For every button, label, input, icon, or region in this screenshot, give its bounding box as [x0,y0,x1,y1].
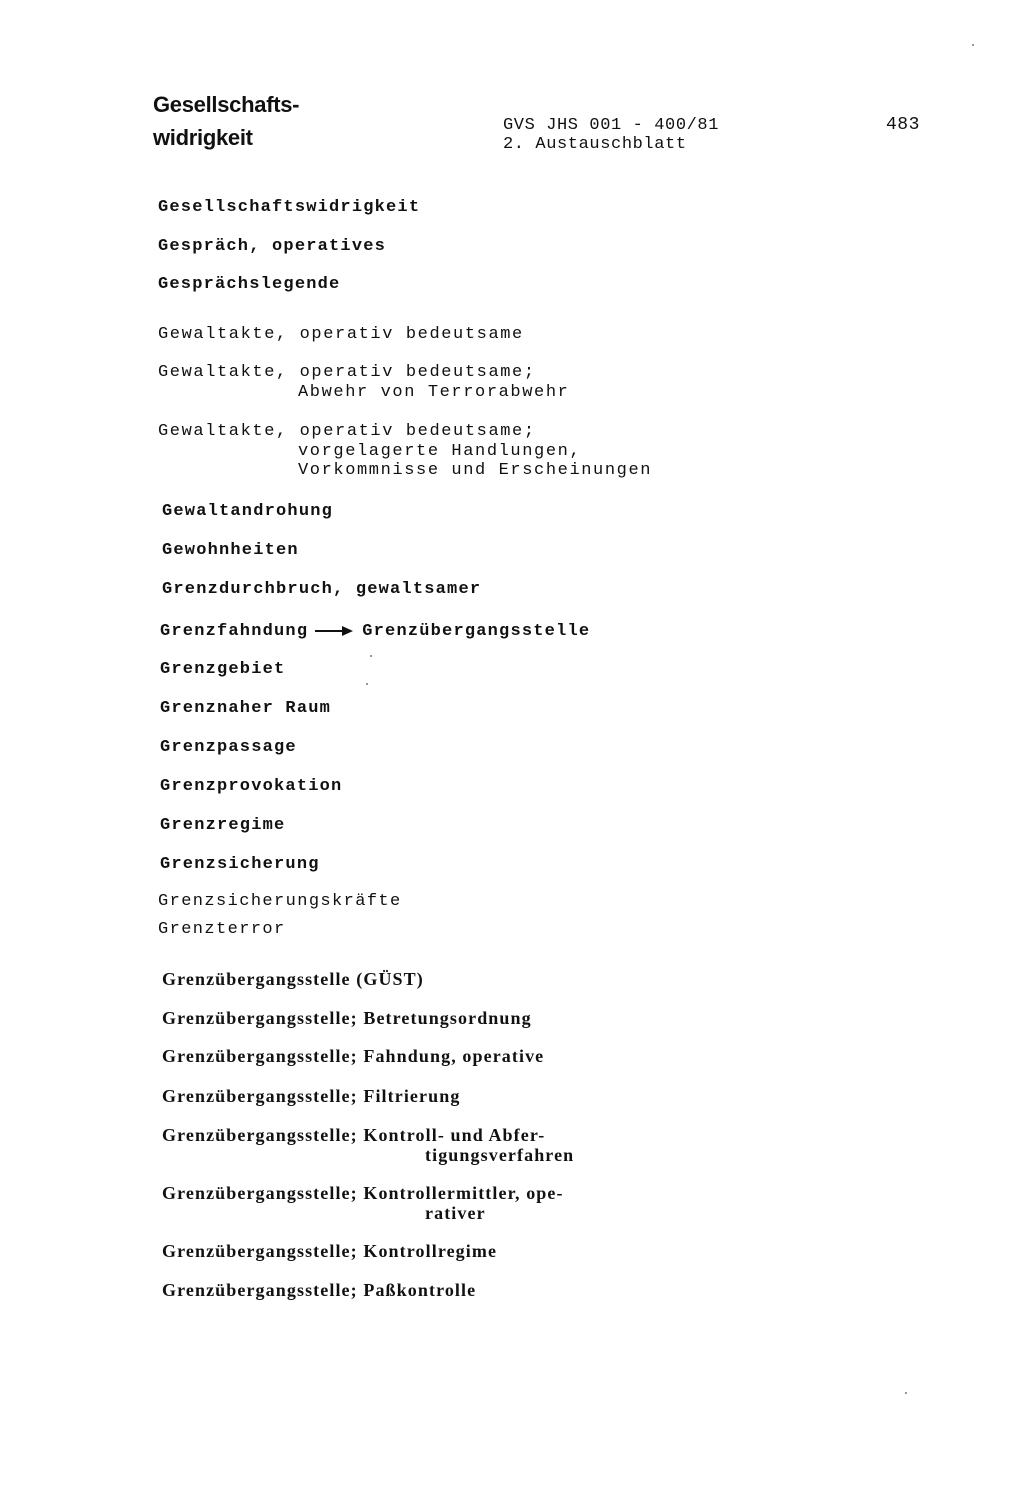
document-reference [503,116,719,154]
index-entry [158,363,569,402]
entry-term: Grenzfahndung [160,622,309,641]
entry-line: Grenzregime [160,816,286,835]
entry-line: Gewaltandrohung [162,502,334,521]
entry-line: Grenzübergangsstelle; Paßkontrolle [162,1280,477,1300]
arrow-right-icon [314,625,354,637]
entry-line: Abwehr von Terrorabwehr [298,382,570,402]
entry-line: Grenzsicherungskräfte [158,892,402,911]
entry-line: rativer [425,1202,486,1223]
entry-line: Gewaltakte, operativ bedeutsame; [158,363,536,382]
index-entry [160,738,297,758]
entry-line: Grenzübergangsstelle; Fahndung, operative [162,1046,545,1066]
entry-line: Gewohnheiten [162,541,299,560]
index-entry [162,1126,574,1165]
index-entry [160,660,285,680]
scan-speck [370,655,372,657]
entry-line: tigungsverfahren [425,1144,575,1165]
scan-speck [905,1392,907,1394]
index-entry [158,275,340,295]
entry-line: Grenzterror [158,920,286,939]
entry-line: Gesprächslegende [158,275,341,294]
index-entry [158,892,402,912]
index-entry [162,1242,497,1262]
index-entry [158,920,286,940]
scan-speck [366,683,368,685]
entry-line: Grenzübergangsstelle (GÜST) [162,969,424,989]
document-reference-line-2: 2. Austauschblatt [503,135,687,154]
entry-line: vorgelagerte Handlungen, [298,441,582,461]
index-entry [162,1087,460,1107]
entry-line: Gewaltakte, operativ bedeutsame; [158,422,536,441]
index-entry [160,855,320,875]
entry-line: Gespräch, operatives [158,237,387,256]
page-number: 483 [886,115,920,135]
index-entry [160,699,331,719]
entry-line: Grenznaher Raum [160,699,332,718]
entry-line: Grenzpassage [160,738,297,757]
entry-line: Gesellschaftswidrigkeit [158,198,421,217]
index-entry [160,816,285,836]
index-entry [158,198,420,218]
index-entry [158,422,652,481]
entry-line: Grenzübergangsstelle; Filtrierung [162,1086,461,1106]
entry-line: Grenzprovokation [160,777,343,796]
entry-line: Grenzübergangsstelle; Kontrollregime [162,1241,498,1261]
section-title-line-2: widrigkeit [153,125,253,150]
entry-line: Grenzübergangsstelle; Kontrollermittler, ope- [162,1183,564,1203]
index-entry [162,580,481,600]
index-entry [158,325,524,345]
entry-line: Vorkommnisse und Erscheinungen [298,461,653,480]
section-title [153,88,299,154]
index-entry [162,1281,476,1301]
index-entry [158,237,386,257]
entry-line: Grenzgebiet [160,660,286,679]
index-entry [162,1047,544,1067]
entry-line: Grenzübergangsstelle; Kontroll- und Abfer- [162,1125,546,1145]
index-entry [160,777,342,797]
index-entry [162,1009,532,1029]
entry-line: Gewaltakte, operativ bedeutsame [158,325,524,344]
index-entry [162,502,333,522]
scan-speck [972,44,974,46]
index-entry [162,1184,564,1223]
section-title-line-1: Gesellschafts- [153,92,300,117]
entry-line: Grenzdurchbruch, gewaltsamer [162,580,482,599]
entry-line: Grenzübergangsstelle; Betretungsordnung [162,1008,532,1028]
document-reference-line-1: GVS JHS 001 - 400/81 [503,116,720,135]
index-entry [162,541,299,561]
entry-reference: Grenzübergangsstelle [362,622,591,641]
index-entry [162,970,424,990]
index-entry [160,622,590,642]
entry-line: Grenzsicherung [160,855,320,874]
